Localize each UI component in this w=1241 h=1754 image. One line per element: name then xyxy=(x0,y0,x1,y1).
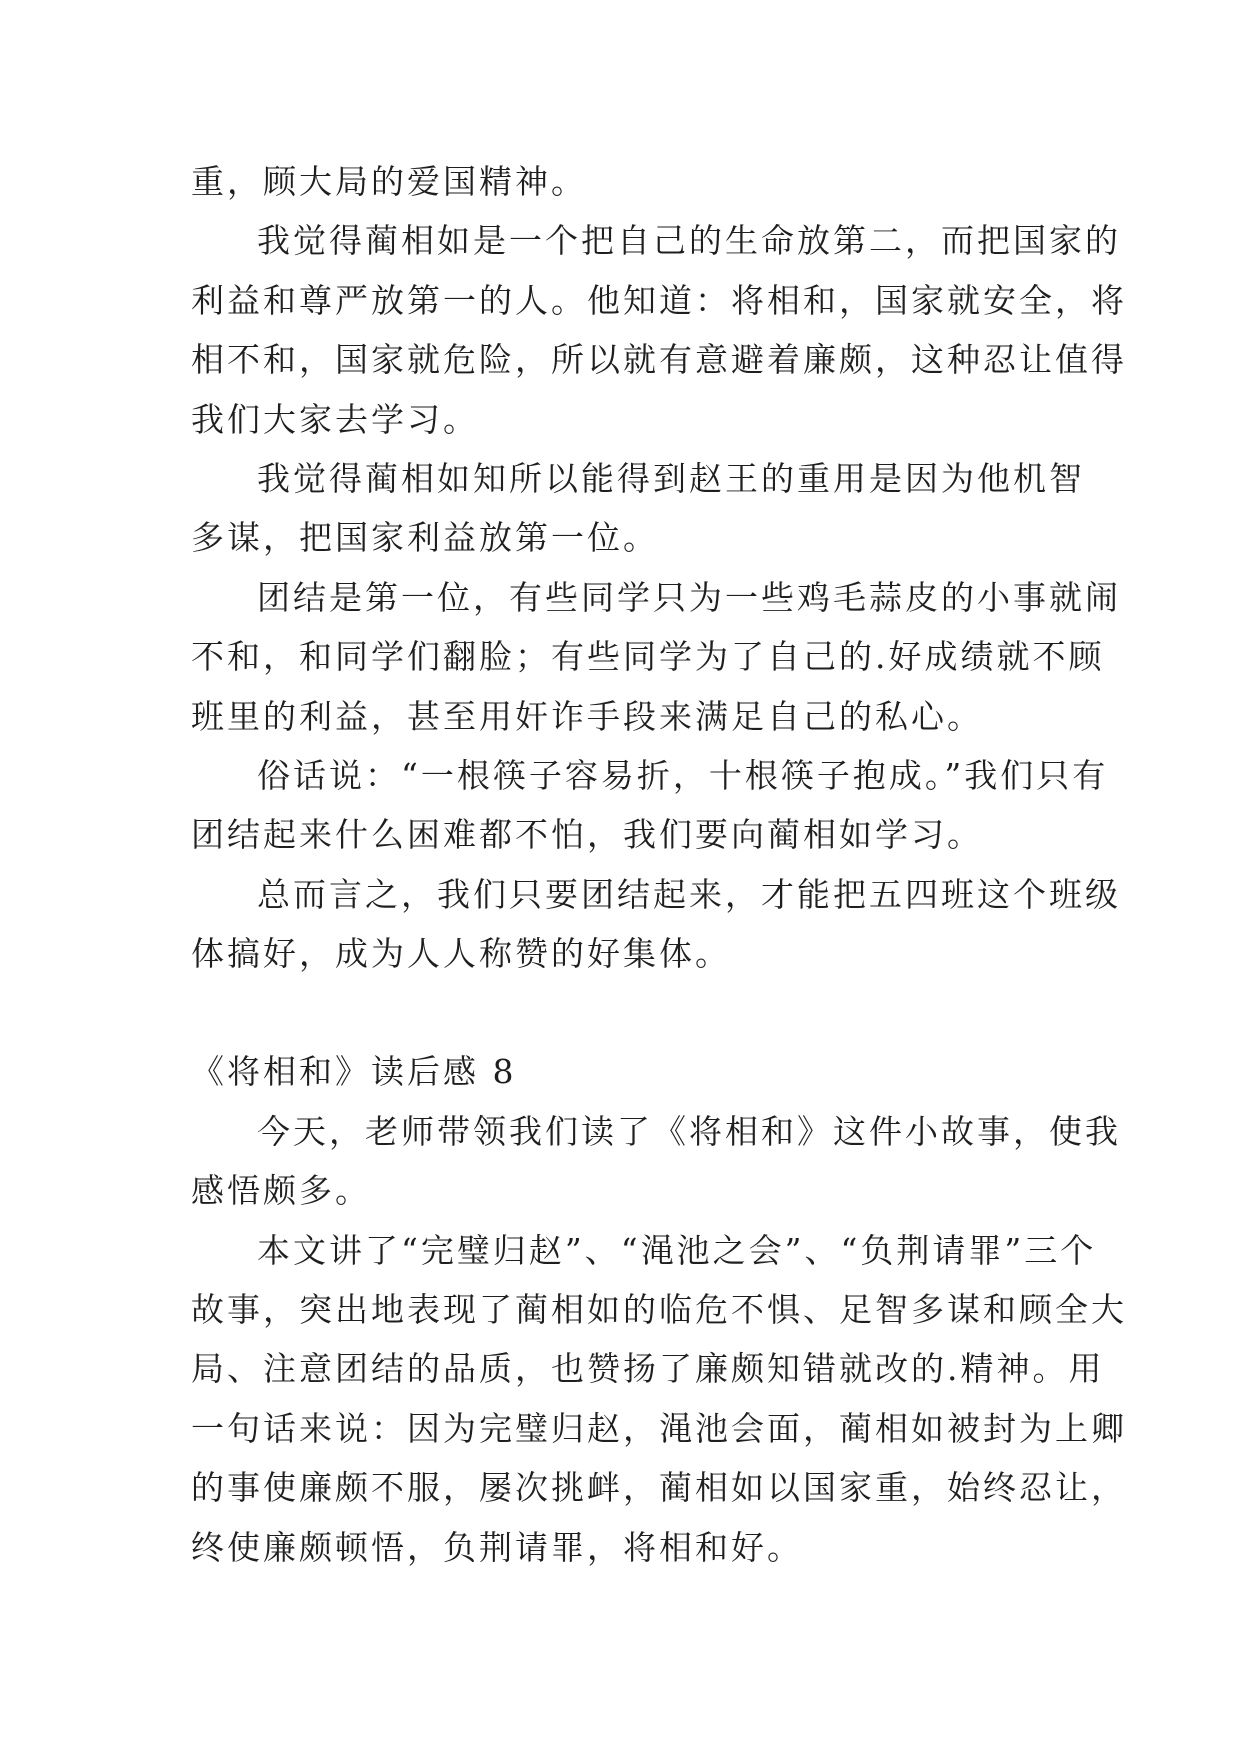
text-line: 感悟颇多。 xyxy=(191,1171,371,1211)
text-line: 团结起来什么困难都不怕，我们要向蔺相如学习。 xyxy=(191,815,983,855)
text-line: 局、注意团结的品质，也赞扬了廉颇知错就改的.精神。用 xyxy=(191,1349,1105,1389)
paragraph xyxy=(191,1221,1127,1577)
text-line: 不和，和同学们翻脸；有些同学为了自己的.好成绩就不顾 xyxy=(191,637,1105,677)
text-line: 今天，老师带领我们读了《将相和》这件小故事，使我 xyxy=(257,1111,1121,1151)
section-title xyxy=(191,1042,1071,1101)
document-body xyxy=(191,152,1127,1577)
text-line: 俗话说：“一根筷子容易折，十根筷子抱成。”我们只有 xyxy=(257,755,1109,795)
paragraph xyxy=(191,865,1121,984)
paragraph xyxy=(191,211,1127,449)
section-gap xyxy=(191,983,1071,1042)
text-line: 一句话来说：因为完璧归赵，渑池会面，蔺相如被封为上卿 xyxy=(191,1408,1127,1448)
text-line: 利益和尊严放第一的人。他知道：将相和，国家就安全，将 xyxy=(191,280,1127,320)
text-line: 班里的利益，甚至用奸诈手段来满足自己的私心。 xyxy=(191,696,983,736)
text-line: 我觉得蔺相如知所以能得到赵王的重用是因为他机智 xyxy=(257,458,1085,498)
text-line: 总而言之，我们只要团结起来，才能把五四班这个班级 xyxy=(257,874,1121,914)
text-line: 多谋，把国家利益放第一位。 xyxy=(191,518,659,558)
paragraph xyxy=(191,449,1085,568)
text-line: 相不和，国家就危险，所以就有意避着廉颇，这种忍让值得 xyxy=(191,340,1127,380)
paragraph xyxy=(191,568,1121,746)
text-line: 我觉得蔺相如是一个把自己的生命放第二，而把国家的 xyxy=(257,221,1121,261)
text-line: 故事，突出地表现了蔺相如的临危不惧、足智多谋和顾全大 xyxy=(191,1290,1127,1330)
text-line: 体搞好，成为人人称赞的好集体。 xyxy=(191,934,731,974)
text-line: 本文讲了“完璧归赵”、“渑池之会”、“负荆请罪”三个 xyxy=(257,1230,1097,1270)
section-title-text: 《将相和》读后感 8 xyxy=(191,1052,517,1092)
text-line: 我们大家去学习。 xyxy=(191,399,479,439)
text-line: 终使廉颇顿悟，负荆请罪，将相和好。 xyxy=(191,1527,803,1567)
text-line: 重，顾大局的爱国精神。 xyxy=(191,162,587,201)
text-line: 团结是第一位，有些同学只为一些鸡毛蒜皮的小事就闹 xyxy=(257,577,1121,617)
paragraph xyxy=(191,1102,1121,1221)
paragraph xyxy=(191,746,1109,865)
text-line: 的事使廉颇不服，屡次挑衅，蔺相如以国家重，始终忍让， xyxy=(191,1468,1127,1508)
paragraph-continuation xyxy=(191,152,1071,211)
